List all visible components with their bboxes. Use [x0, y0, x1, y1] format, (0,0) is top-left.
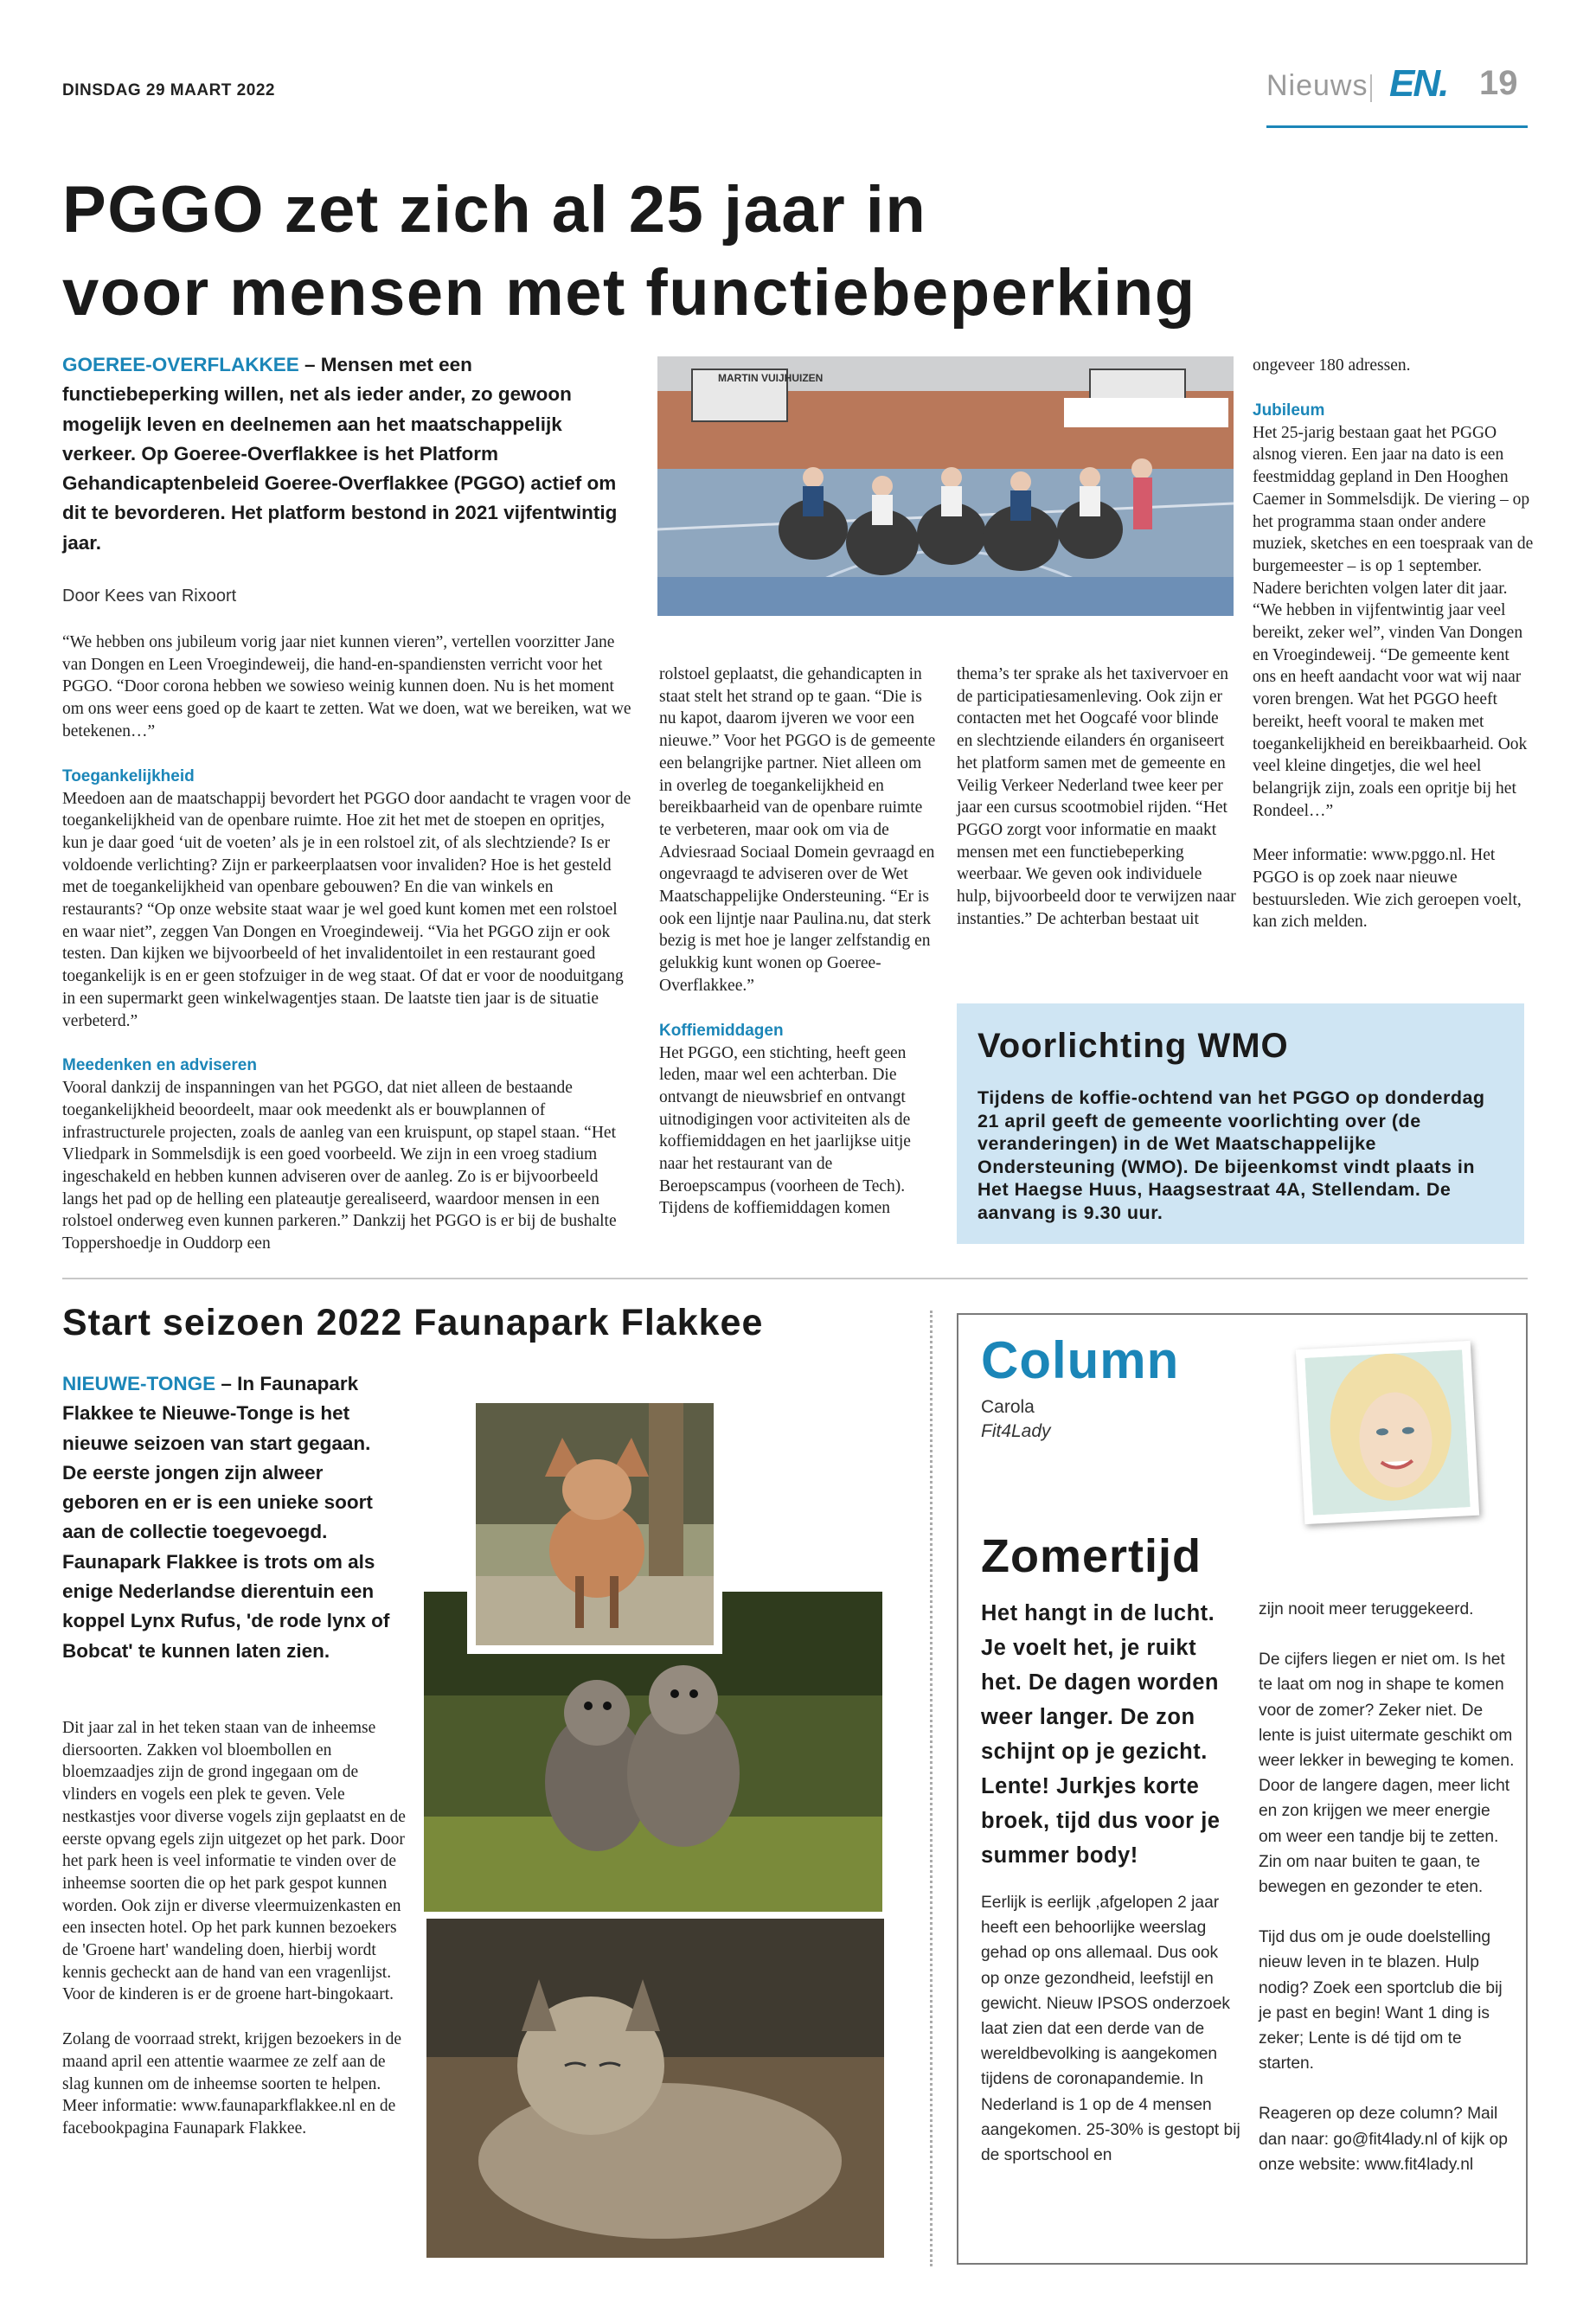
wmo-body: Tijdens de koffie-ochtend van het PGGO op donderdag 21 april geeft de gemeente voorlichting over (de veranderingen) in de Wet Maatschappelijke Ondersteuning (WMO). De bijeenkomst vindt plaats in Het Haegse Huus, Haagsestraat 4A, Stellendam. De aanvang is 9.30 uur.: [977, 1087, 1485, 1223]
column-left-text: Eerlijk is eerlijk ,afgelopen 2 jaar heeft een behoorlijke weerslag gehad op ons allemaal. Dus ook op onze gezondheid, leefstijl en gewicht. Nieuw IPSOS onderzoek laat zien dat een derde van de wereldbevolking is aangekomen tijdens de coronapandemie. In Nederland is 1 op de 4 mensen aangekomen. 25-30% is gestopt bij de sportschool en: [981, 1894, 1240, 2165]
article1-toegankelijkheid-text: Meedoen aan de maatschappij bevordert het PGGO door aandacht te vragen voor de toegankelijkheid van de openbare ruimte. Hoe zit het met de stoepen en opritjes, kun je daar goed ‘uit de voeten’ als je in een rolstoel zit, of als slechtziende? Is er voldoende verlichting? Zijn er parkeerplaatsen voor invaliden? Hoe is het gesteld met de toegankelijkheid van openbare gebouwen? En die van winkels en restaurants? “Op onze website staat waar je wel goed kunt komen met een rolstoel en waar niet”, zeggen Van Dongen en Vroegindeweij. “Via het PGGO zijn er ook testen. Dan kijken we bijvoorbeeld of het invalidentoilet in een restaurant goed toegankelijk is en er geen stofzuiger in de weg staat. Of dat er voor de nooduitgang in een supermarkt geen winkelwagentjes staan. De laatste tien jaar is de situatie verbeterd.”: [62, 789, 631, 1030]
article2-body: [62, 1717, 408, 2140]
article1-col2-text: rolstoel geplaatst, die gehandicapten in staat stelt het strand op te gaan. “Die is nu kapot, daarom ijveren we voor een nieuwe.” Voor het PGGO is de gemeente een belangrijke partner. Niet alleen om in overleg de toegankelijkheid en bereikbaarheid van de openbare ruimte te verbeteren, maar ook om via de Adviesraad Sociaal Domein gevraagd en ongevraagd te adviseren over de Wet Maatschappelijke Ondersteuning. “Er is ook een lijntje naar Paulina.nu, dat sterk bezig is met hoe je langer zelfstandig en gelukkig kunt wonen op Goeree-Overflakkee.”: [659, 665, 936, 995]
section-divider: [1370, 74, 1372, 102]
headline-line-1: PGGO zet zich al 25 jaar in: [62, 173, 927, 247]
article1-jubileum-text: Het 25-jarig bestaan gaat het PGGO alsnog vieren. Een jaar na dato is een feestmiddag gepland in Den Hooghen Caemer in Sommelsdijk. De viering – op het programma staan onder andere muziek, sketches en een toespraak van de burgemeester – is op 1 september. Nadere berichten volgen later dit jaar. “We hebben in vijfentwintig jaar veel bereikt, zeker wel”, vinden Van Dongen en Vroegindeweij. “De gemeente kent ons en heeft aandacht voor wat wij naar voren brengen. Wat het PGGO heeft bereikt, heeft vooral te maken met toegankelijkheid en bereikbaarheid. Ook veel kleine dingetjes, die wel heel belangrijk zijn, zoals een opritje bij het Rondeel…”: [1253, 423, 1534, 820]
page-number: 19: [1479, 64, 1518, 102]
section-divider-line: [62, 1278, 1528, 1279]
article2-body-1: Dit jaar zal in het teken staan van de inheemse diersoorten. Zakken vol bloembollen en bloemzaadjes zijn de grond ingegaan om de vlinders en vogels een plek te geven. Vele nestkastjes voor diverse vogels zijn geplaatst en de eerste opvang egels zijn uitgezet op het park. Door het park heen is veel informatie te vinden over de inheemse soorten die op het park gespot kunnen worden. Ook zijn er diverse vleermuizenkasten en een insecten hotel. Op het park kunnen bezoekers de 'Groene hart' wandeling doen, hierbij wordt kennis gecheckt aan de hand van een vragenlijst. Voor de kinderen is er de groene hart-bingokaart.: [62, 1719, 406, 2004]
headline-line-2: voor mensen met functiebeperking: [62, 256, 1196, 330]
column-label: Column: [981, 1331, 1180, 1389]
subheading-koffiemiddagen: Koffiemiddagen: [659, 1021, 784, 1040]
article1-meer-info: Meer informatie: www.pggo.nl. Het PGGO is op zoek naar nieuwe bestuursleden. Wie zich geroepen voelt, kan zich melden.: [1253, 846, 1522, 932]
article2-lead-text: – In Faunapark Flakkee te Nieuwe-Tonge is het nieuwe seizoen van start gegaan. De eerste jongen zijn alweer geboren en er is een unieke soort aan de collectie toegevoegd. Faunapark Flakkee is trots om als enige Nederlandse dierentuin een koppel Lynx Rufus, 'de rode lynx of Bobcat' te kunnen laten zien.: [62, 1373, 390, 1662]
article1-location: GOEREE-OVERFLAKKEE: [62, 354, 299, 375]
subheading-meedenken: Meedenken en adviseren: [62, 1056, 257, 1075]
article1-column-2: [659, 663, 936, 1220]
article2-lead: [62, 1369, 400, 1666]
header-rule: [1266, 125, 1528, 128]
author-portrait: [1296, 1341, 1479, 1524]
column-right-p4: Reageren op deze column? Mail dan naar: go@fit4lady.nl of kijk op onze website: www.fit4lady.nl: [1259, 2105, 1508, 2174]
wmo-title: Voorlichting WMO: [977, 1027, 1289, 1065]
column-title: Zomertijd: [981, 1530, 1202, 1582]
column-dotted-divider: [930, 1311, 933, 2266]
article2-location: NIEUWE-TONGE: [62, 1373, 216, 1394]
wmo-info-box: [957, 1003, 1524, 1244]
article2-body-2: Zolang de voorraad strekt, krijgen bezoekers in de maand april een attentie waarmee ze zelf aan de slag kunnen om de inheemse soorten te helpen. Meer informatie: www.faunaparkflakkee.nl en de facebookpagina Faunapark Flakkee.: [62, 2030, 402, 2138]
newspaper-logo: EN.: [1389, 62, 1448, 105]
article1-col4-top: ongeveer 180 adressen.: [1253, 356, 1411, 375]
column-right-text: [1259, 1597, 1515, 2177]
article1-column-4: [1253, 355, 1534, 933]
column-right-p3: Tijd dus om je oude doelstelling nieuw leven in te blazen. Hulp nodig? Zoek een sportclub die bij je past en begin! Want 1 ding is zeker; Lente is dé tijd om te starten.: [1259, 1928, 1503, 2073]
article1-intro: “We hebben ons jubileum vorig jaar niet kunnen vieren”, vertellen voorzitter Jane van Dongen en Leen Vroegindeweij, die hand-en-spandiensten verricht voor het PGGO. “Door corona hebben we sowieso weinig kunnen doen. Nu is het moment om ons weer eens goed op de kaart te zetten. Wat we doen, wat we bereiken, wat we betekenen…”: [62, 633, 631, 740]
article1-col3-text: thema’s ter sprake als het taxivervoer en de participatiesamenleving. Ook zijn er contacten met het Oogcafé voor blinde en slechtziende eilanders én organiseert het platform samen met de gemeente en Veilig Verkeer Nederland twee keer per jaar een cursus scootmobiel rijden. “Het PGGO zorgt voor informatie en maakt mensen met een functiebeperking weerbaar. We geven ook individuele hulp, bijvoorbeeld door te verwijzen naar instanties.” De achterban bestaat uit: [957, 665, 1236, 928]
section-label: Nieuws: [1266, 69, 1368, 102]
column-author: Carola: [981, 1397, 1035, 1417]
subheading-toegankelijkheid: Toegankelijkheid: [62, 766, 195, 785]
page-date: DINSDAG 29 MAART 2022: [62, 81, 275, 99]
column-intro: Het hangt in de lucht. Je voelt het, je ruikt het. De dagen worden weer langer. De zon schijnt op je gezicht. Lente! Jurkjes korte broek, tijd dus voor je summer body!: [981, 1601, 1221, 1868]
fox-photo: [467, 1394, 722, 1654]
wheelchair-basketball-photo: [657, 356, 1234, 616]
article1-koffie-text: Het PGGO, een stichting, heeft geen leden, maar wel een achterban. Die ontvangt de nieuwsbrief en ontvangt uitnodigingen voor activiteiten als de koffiemiddagen en het jaarlijkse uitje naar het restaurant van de Beroepscampus (voorheen de Tech). Tijdens de koffiemiddagen komen: [659, 1043, 911, 1218]
article1-lead-text: – Mensen met een functiebeperking willen, net als ieder ander, zo gewoon mogelijk leven en deelnemen aan het maatschappelijk verkeer. Op Goeree-Overflakkee is het Platform Gehandicaptenbeleid Goeree-Overflakkee (PGGO) actief om dit te bevorderen. Het platform bestond in 2021 vijfentwintig jaar.: [62, 354, 618, 554]
article1-headline: [62, 169, 1196, 335]
column-brand: Fit4Lady: [981, 1421, 1051, 1441]
article1-lead: [62, 350, 633, 558]
article1-meedenken-text: Vooral dankzij de inspanningen van het PGGO, dat niet alleen de bestaande toegankelijkheid beoordeelt, maar ook meedenkt als er bouwplannen of infrastructurele projecten, zoals de aanleg van een kruispunt, op stapel staan. “Het Vliedpark in Sommelsdijk is een goed voorbeeld. We zijn in een vroeg stadium ingeschakeld en hebben kunnen adviseren over de aanleg. Zo is er bijvoorbeeld langs het pad op de helling een plateautje gerealiseerd, waardoor mensen in een rolstoel onderweg even kunnen parkeren.” Dankzij het PGGO is er bij de bushalte Toppershoedje in Ouddorp een: [62, 1079, 617, 1253]
article1-column-1: [62, 631, 633, 1255]
column-right-p2: De cijfers liegen er niet om. Is het te laat om nog in shape te komen voor de zomer? Zeker niet. De lente is juist uitermate geschikt om weer lekker in beweging te komen. Door de langere dagen, meer licht en zon krijgen we meer energie om weer een tandje bij te zetten. Zin om naar buiten te gaan, te bewegen en gezonder te eten.: [1259, 1650, 1515, 1897]
article2-headline: Start seizoen 2022 Faunapark Flakkee: [62, 1302, 764, 1343]
article1-column-3: [957, 663, 1237, 930]
subheading-jubileum: Jubileum: [1253, 401, 1325, 420]
bobcat-photo: [420, 1912, 891, 2258]
gym-banner-sign: MARTIN VUIJHUIZEN: [718, 372, 824, 384]
article1-byline: Door Kees van Rixoort: [62, 586, 237, 606]
column-right-p1: zijn nooit meer teruggekeerd.: [1259, 1600, 1474, 1618]
